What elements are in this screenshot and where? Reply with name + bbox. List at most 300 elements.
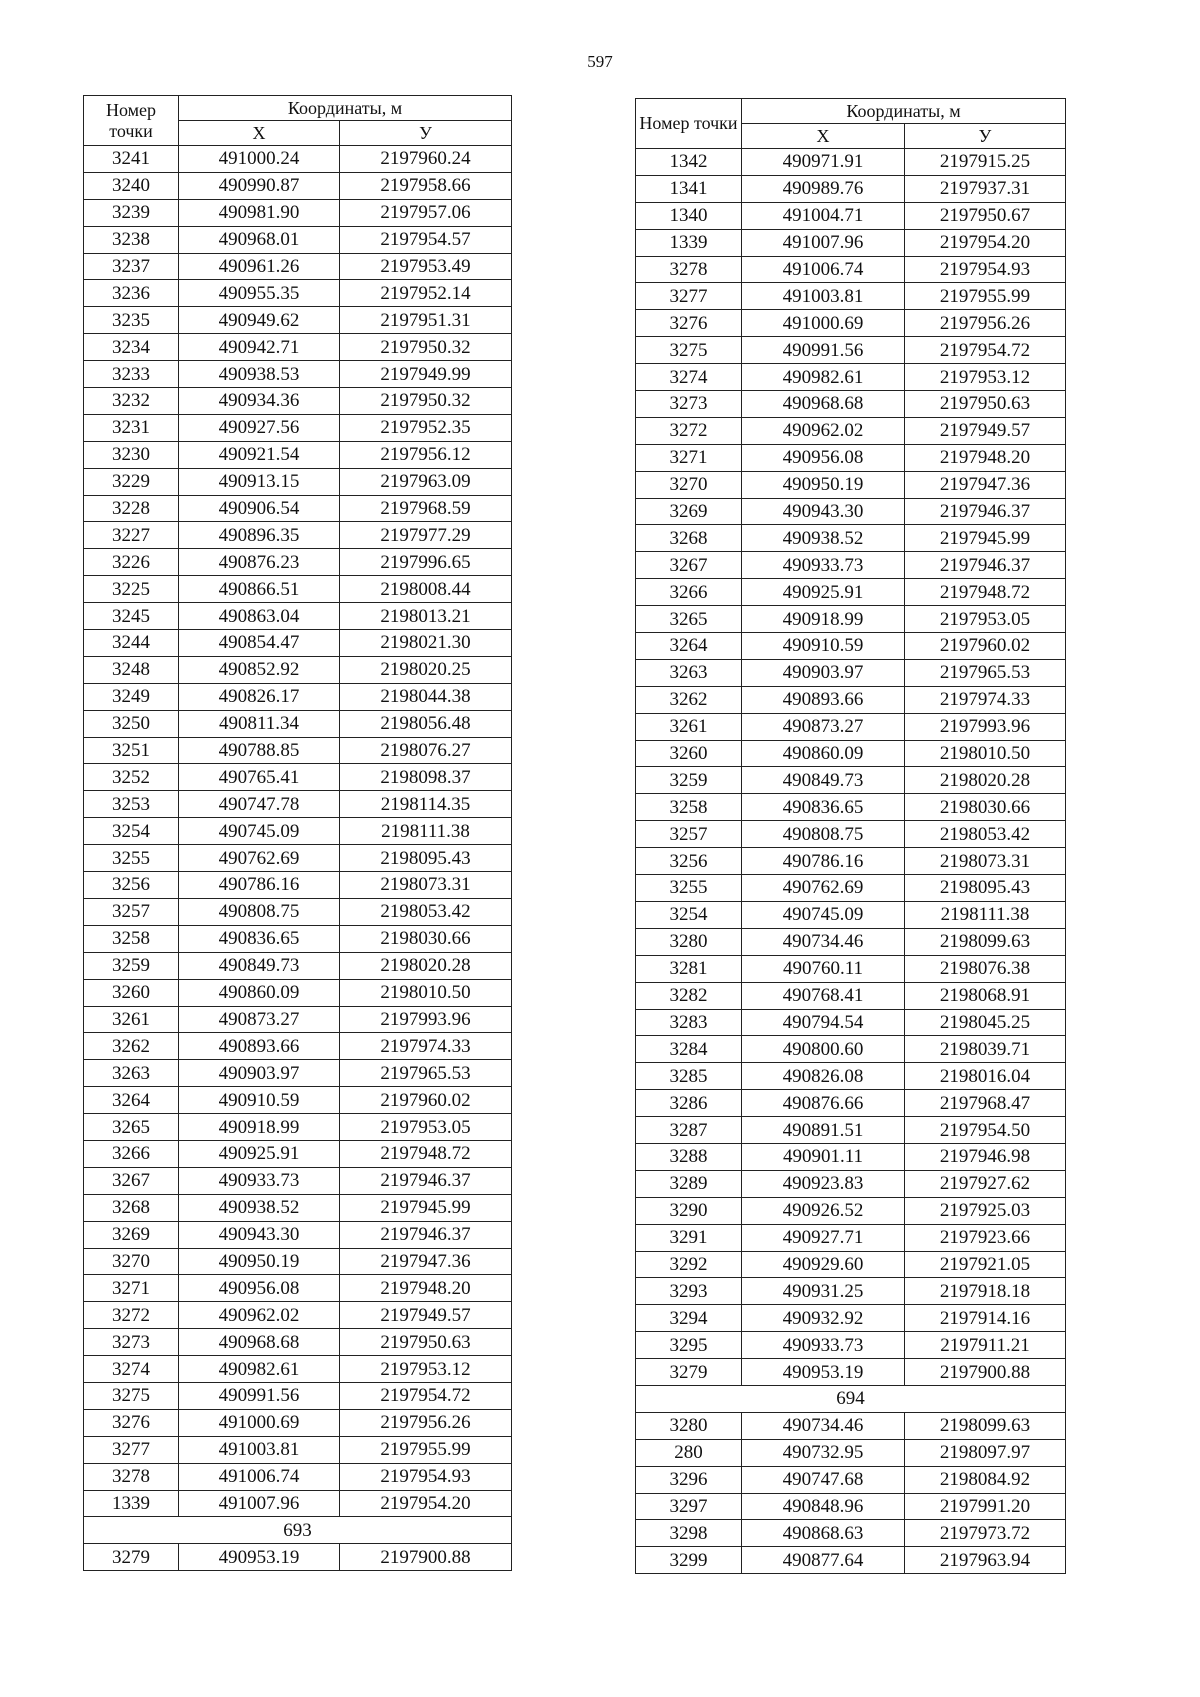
x-coordinate-cell: 490826.08 [742, 1063, 905, 1090]
table-row [636, 337, 1066, 364]
y-coordinate-cell: 2197993.96 [340, 1006, 512, 1033]
table-row [636, 175, 1066, 202]
x-coordinate-cell: 490956.08 [179, 1275, 340, 1302]
table-row [84, 630, 512, 657]
x-coordinate-cell: 490863.04 [179, 603, 340, 630]
y-coordinate-cell: 2198008.44 [340, 576, 512, 603]
x-coordinate-cell: 490929.60 [742, 1251, 905, 1278]
table-row [636, 606, 1066, 633]
table-row [84, 1221, 512, 1248]
x-coordinate-cell: 490836.65 [179, 925, 340, 952]
x-coordinate-cell: 490873.27 [179, 1006, 340, 1033]
table-row [636, 1332, 1066, 1359]
table-row [636, 1412, 1066, 1439]
table-row [84, 818, 512, 845]
table-row [636, 1359, 1066, 1386]
point-number-cell: 3265 [636, 606, 742, 633]
page-number: 597 [587, 52, 613, 71]
x-coordinate-cell: 491000.69 [742, 310, 905, 337]
point-number-cell: 3299 [636, 1547, 742, 1574]
y-header: У [340, 121, 512, 146]
x-coordinate-cell: 490826.17 [179, 683, 340, 710]
y-coordinate-cell: 2197918.18 [905, 1278, 1066, 1305]
x-coordinate-cell: 490961.26 [179, 253, 340, 280]
x-coordinate-cell: 490860.09 [179, 979, 340, 1006]
section-label: 694 [636, 1385, 1066, 1412]
point-number-cell: 3296 [636, 1466, 742, 1493]
point-number-cell: 3250 [84, 710, 179, 737]
point-number-cell: 3288 [636, 1143, 742, 1170]
x-coordinate-cell: 490896.35 [179, 522, 340, 549]
point-number-cell: 280 [636, 1439, 742, 1466]
x-coordinate-cell: 490931.25 [742, 1278, 905, 1305]
x-coordinate-cell: 490849.73 [179, 952, 340, 979]
point-number-cell: 3271 [636, 444, 742, 471]
y-coordinate-cell: 2197915.25 [905, 149, 1066, 176]
point-number-cell: 3284 [636, 1036, 742, 1063]
x-coordinate-cell: 490981.90 [179, 199, 340, 226]
section-label: 693 [84, 1517, 512, 1544]
y-coordinate-cell: 2197960.02 [905, 633, 1066, 660]
x-coordinate-cell: 490860.09 [742, 740, 905, 767]
table-row [84, 656, 512, 683]
point-number-cell: 3289 [636, 1170, 742, 1197]
point-number-cell: 3272 [84, 1302, 179, 1329]
y-coordinate-cell: 2197927.62 [905, 1170, 1066, 1197]
table-row [636, 713, 1066, 740]
x-coordinate-cell: 490747.68 [742, 1466, 905, 1493]
x-coordinate-cell: 490808.75 [179, 898, 340, 925]
point-number-cell: 3280 [636, 928, 742, 955]
table-row [84, 979, 512, 1006]
x-coordinate-cell: 490933.73 [179, 1167, 340, 1194]
table-row [636, 1305, 1066, 1332]
x-coordinate-cell: 490926.52 [742, 1197, 905, 1224]
table-row [84, 549, 512, 576]
x-coordinate-cell: 490868.63 [742, 1520, 905, 1547]
x-coordinate-cell: 490903.97 [742, 659, 905, 686]
y-coordinate-cell: 2197925.03 [905, 1197, 1066, 1224]
x-coordinate-cell: 490745.09 [742, 901, 905, 928]
point-number-cell: 3275 [84, 1382, 179, 1409]
point-number-cell: 3285 [636, 1063, 742, 1090]
y-coordinate-cell: 2197956.12 [340, 441, 512, 468]
point-number-cell: 3277 [84, 1436, 179, 1463]
table-row [84, 1436, 512, 1463]
x-coordinate-cell: 490949.62 [179, 307, 340, 334]
y-coordinate-cell: 2197965.53 [905, 659, 1066, 686]
y-coordinate-cell: 2198098.37 [340, 764, 512, 791]
y-coordinate-cell: 2198013.21 [340, 603, 512, 630]
y-coordinate-cell: 2197952.14 [340, 280, 512, 307]
y-coordinate-cell: 2197960.02 [340, 1087, 512, 1114]
table-row [84, 1167, 512, 1194]
table-row [84, 603, 512, 630]
point-number-cell: 3269 [84, 1221, 179, 1248]
y-coordinate-cell: 2197900.88 [905, 1359, 1066, 1386]
x-coordinate-cell: 490876.66 [742, 1090, 905, 1117]
x-coordinate-cell: 491007.96 [179, 1490, 340, 1517]
point-number-cell: 3225 [84, 576, 179, 603]
x-coordinate-cell: 490808.75 [742, 821, 905, 848]
y-coordinate-cell: 2197949.57 [905, 417, 1066, 444]
table-row [84, 172, 512, 199]
x-coordinate-cell: 490901.11 [742, 1143, 905, 1170]
y-coordinate-cell: 2197956.26 [340, 1409, 512, 1436]
point-number-cell: 3261 [636, 713, 742, 740]
point-number-cell: 3291 [636, 1224, 742, 1251]
table-row [84, 1382, 512, 1409]
y-coordinate-cell: 2197949.57 [340, 1302, 512, 1329]
y-coordinate-cell: 2198073.31 [340, 872, 512, 899]
x-coordinate-cell: 490933.73 [742, 552, 905, 579]
table-row [84, 1356, 512, 1383]
y-coordinate-cell: 2197923.66 [905, 1224, 1066, 1251]
y-coordinate-cell: 2198095.43 [905, 875, 1066, 902]
x-coordinate-cell: 490762.69 [742, 875, 905, 902]
point-number-cell: 3228 [84, 495, 179, 522]
x-coordinate-cell: 490893.66 [179, 1033, 340, 1060]
point-number-cell: 3282 [636, 982, 742, 1009]
y-coordinate-cell: 2198020.28 [340, 952, 512, 979]
table-row [84, 307, 512, 334]
x-coordinate-cell: 490903.97 [179, 1060, 340, 1087]
point-number-cell: 3245 [84, 603, 179, 630]
table-row [84, 388, 512, 415]
table-row [636, 579, 1066, 606]
x-coordinate-cell: 490788.85 [179, 737, 340, 764]
coordinates-header: Координаты, м [179, 96, 512, 121]
x-coordinate-cell: 490876.23 [179, 549, 340, 576]
x-coordinate-cell: 490925.91 [742, 579, 905, 606]
table-row [84, 576, 512, 603]
table-row [636, 364, 1066, 391]
table-row [636, 444, 1066, 471]
x-coordinate-cell: 490925.91 [179, 1140, 340, 1167]
table-row [636, 391, 1066, 418]
x-coordinate-cell: 490800.60 [742, 1036, 905, 1063]
point-number-cell: 3237 [84, 253, 179, 280]
y-coordinate-cell: 2197960.24 [340, 146, 512, 173]
y-coordinate-cell: 2198044.38 [340, 683, 512, 710]
x-coordinate-cell: 490953.19 [179, 1544, 340, 1571]
table-row [84, 952, 512, 979]
x-coordinate-cell: 490745.09 [179, 818, 340, 845]
table-row [636, 955, 1066, 982]
table-row [84, 361, 512, 388]
y-coordinate-cell: 2198021.30 [340, 630, 512, 657]
y-coordinate-cell: 2198095.43 [340, 845, 512, 872]
y-coordinate-cell: 2197968.59 [340, 495, 512, 522]
table-row [636, 525, 1066, 552]
point-number-cell: 3290 [636, 1197, 742, 1224]
point-number-cell: 3292 [636, 1251, 742, 1278]
table-row [636, 1036, 1066, 1063]
point-number-cell: 3257 [84, 898, 179, 925]
point-number-cell: 3255 [84, 845, 179, 872]
table-row [636, 552, 1066, 579]
y-coordinate-cell: 2197948.72 [905, 579, 1066, 606]
y-coordinate-cell: 2198020.25 [340, 656, 512, 683]
x-coordinate-cell: 490971.91 [742, 149, 905, 176]
point-number-cell: 3260 [84, 979, 179, 1006]
x-coordinate-cell: 490854.47 [179, 630, 340, 657]
table-row [636, 256, 1066, 283]
x-coordinate-cell: 490950.19 [742, 471, 905, 498]
point-number-cell: 3263 [636, 659, 742, 686]
y-coordinate-cell: 2197945.99 [905, 525, 1066, 552]
table-row [636, 1493, 1066, 1520]
x-coordinate-cell: 490942.71 [179, 334, 340, 361]
y-coordinate-cell: 2197955.99 [340, 1436, 512, 1463]
x-coordinate-cell: 490786.16 [742, 848, 905, 875]
table-row [84, 1409, 512, 1436]
x-coordinate-cell: 491007.96 [742, 229, 905, 256]
y-coordinate-cell: 2197954.57 [340, 226, 512, 253]
x-coordinate-cell: 490765.41 [179, 764, 340, 791]
x-coordinate-cell: 490950.19 [179, 1248, 340, 1275]
point-number-cell: 3254 [84, 818, 179, 845]
point-number-cell: 3258 [636, 794, 742, 821]
table-row [636, 471, 1066, 498]
y-coordinate-cell: 2198076.27 [340, 737, 512, 764]
y-coordinate-cell: 2197945.99 [340, 1194, 512, 1221]
table-row [84, 683, 512, 710]
point-number-cell: 3253 [84, 791, 179, 818]
x-coordinate-cell: 490982.61 [742, 364, 905, 391]
x-coordinate-cell: 490962.02 [742, 417, 905, 444]
y-coordinate-cell: 2198056.48 [340, 710, 512, 737]
point-number-cell: 3235 [84, 307, 179, 334]
x-coordinate-cell: 490852.92 [179, 656, 340, 683]
y-coordinate-cell: 2197950.32 [340, 334, 512, 361]
table-row [636, 928, 1066, 955]
y-coordinate-cell: 2198099.63 [905, 928, 1066, 955]
x-coordinate-cell: 490877.64 [742, 1547, 905, 1574]
table-row [84, 468, 512, 495]
point-number-cell: 1342 [636, 149, 742, 176]
table-row [84, 1194, 512, 1221]
y-coordinate-cell: 2197963.09 [340, 468, 512, 495]
point-number-cell: 3264 [636, 633, 742, 660]
table-row [636, 1251, 1066, 1278]
table-row [636, 1143, 1066, 1170]
y-coordinate-cell: 2197946.37 [905, 498, 1066, 525]
table-row [84, 1463, 512, 1490]
y-coordinate-cell: 2197953.49 [340, 253, 512, 280]
table-row [636, 1117, 1066, 1144]
point-number-cell: 3283 [636, 1009, 742, 1036]
table-row [636, 633, 1066, 660]
table-row [636, 1224, 1066, 1251]
point-number-cell: 3229 [84, 468, 179, 495]
x-header: X [179, 121, 340, 146]
y-coordinate-cell: 2198114.35 [340, 791, 512, 818]
table-row [84, 495, 512, 522]
point-number-cell: 3278 [84, 1463, 179, 1490]
table-row [636, 767, 1066, 794]
x-coordinate-cell: 490734.46 [742, 1412, 905, 1439]
x-coordinate-cell: 490866.51 [179, 576, 340, 603]
y-coordinate-cell: 2197948.72 [340, 1140, 512, 1167]
point-number-cell: 3234 [84, 334, 179, 361]
point-number-cell: 3272 [636, 417, 742, 444]
x-coordinate-cell: 490968.68 [742, 391, 905, 418]
coordinates-table-right [635, 98, 1066, 1574]
table-row [636, 1520, 1066, 1547]
y-coordinate-cell: 2197950.63 [340, 1329, 512, 1356]
y-coordinate-cell: 2198111.38 [340, 818, 512, 845]
table-row [84, 764, 512, 791]
x-coordinate-cell: 491006.74 [179, 1463, 340, 1490]
y-coordinate-cell: 2197991.20 [905, 1493, 1066, 1520]
x-coordinate-cell: 490786.16 [179, 872, 340, 899]
x-coordinate-cell: 491000.24 [179, 146, 340, 173]
point-number-cell: 3238 [84, 226, 179, 253]
x-header: X [742, 124, 905, 149]
y-coordinate-cell: 2198097.97 [905, 1439, 1066, 1466]
table-row [84, 1490, 512, 1517]
x-coordinate-cell: 490849.73 [742, 767, 905, 794]
table-row [636, 283, 1066, 310]
x-coordinate-cell: 490953.19 [742, 1359, 905, 1386]
table-row [84, 737, 512, 764]
table-row [84, 1033, 512, 1060]
point-number-cell: 3269 [636, 498, 742, 525]
y-coordinate-cell: 2197965.53 [340, 1060, 512, 1087]
x-coordinate-cell: 490906.54 [179, 495, 340, 522]
point-number-cell: 3271 [84, 1275, 179, 1302]
table-row [84, 226, 512, 253]
table-row [636, 686, 1066, 713]
table-row [636, 848, 1066, 875]
point-number-cell: 3281 [636, 955, 742, 982]
point-number-cell: 3262 [636, 686, 742, 713]
x-coordinate-cell: 490811.34 [179, 710, 340, 737]
point-number-cell: 3249 [84, 683, 179, 710]
x-coordinate-cell: 490927.71 [742, 1224, 905, 1251]
table-row [636, 202, 1066, 229]
point-number-cell: 3248 [84, 656, 179, 683]
x-coordinate-cell: 491000.69 [179, 1409, 340, 1436]
y-coordinate-cell: 2197957.06 [340, 199, 512, 226]
y-coordinate-cell: 2197946.37 [905, 552, 1066, 579]
table-row [636, 740, 1066, 767]
table-row [636, 1197, 1066, 1224]
point-number-cell: 3267 [84, 1167, 179, 1194]
section-row [84, 1517, 512, 1544]
point-number-cell: 3255 [636, 875, 742, 902]
x-coordinate-cell: 490938.53 [179, 361, 340, 388]
point-number-cell: 3274 [636, 364, 742, 391]
point-number-cell: 3287 [636, 1117, 742, 1144]
y-coordinate-cell: 2197937.31 [905, 175, 1066, 202]
x-coordinate-cell: 490962.02 [179, 1302, 340, 1329]
x-coordinate-cell: 490956.08 [742, 444, 905, 471]
point-number-cell: 3258 [84, 925, 179, 952]
point-number-cell: 3256 [636, 848, 742, 875]
y-coordinate-cell: 2198030.66 [905, 794, 1066, 821]
table-row [84, 1248, 512, 1275]
x-coordinate-cell: 490943.30 [179, 1221, 340, 1248]
y-coordinate-cell: 2197921.05 [905, 1251, 1066, 1278]
point-number-cell: 3270 [636, 471, 742, 498]
y-coordinate-cell: 2197948.20 [905, 444, 1066, 471]
x-coordinate-cell: 490991.56 [179, 1382, 340, 1409]
y-coordinate-cell: 2197948.20 [340, 1275, 512, 1302]
y-coordinate-cell: 2198076.38 [905, 955, 1066, 982]
table-row [636, 1090, 1066, 1117]
x-coordinate-cell: 490991.56 [742, 337, 905, 364]
table-row [636, 310, 1066, 337]
table-row [636, 1063, 1066, 1090]
x-coordinate-cell: 490918.99 [179, 1114, 340, 1141]
y-coordinate-cell: 2198111.38 [905, 901, 1066, 928]
x-coordinate-cell: 490982.61 [179, 1356, 340, 1383]
x-coordinate-cell: 490933.73 [742, 1332, 905, 1359]
point-number-cell: 3259 [84, 952, 179, 979]
x-coordinate-cell: 490921.54 [179, 441, 340, 468]
point-number-cell: 3239 [84, 199, 179, 226]
table-row [636, 229, 1066, 256]
y-coordinate-cell: 2198099.63 [905, 1412, 1066, 1439]
x-coordinate-cell: 490848.96 [742, 1493, 905, 1520]
point-number-cell: 1340 [636, 202, 742, 229]
table-row [636, 1170, 1066, 1197]
point-number-cell: 3252 [84, 764, 179, 791]
x-coordinate-cell: 490910.59 [179, 1087, 340, 1114]
y-coordinate-cell: 2197974.33 [340, 1033, 512, 1060]
y-coordinate-cell: 2197993.96 [905, 713, 1066, 740]
point-number-cell: 3251 [84, 737, 179, 764]
y-coordinate-cell: 2198068.91 [905, 982, 1066, 1009]
point-number-cell: 1341 [636, 175, 742, 202]
x-coordinate-cell: 490989.76 [742, 175, 905, 202]
point-number-cell: 3266 [84, 1140, 179, 1167]
point-number-cell: 3256 [84, 872, 179, 899]
y-coordinate-cell: 2198020.28 [905, 767, 1066, 794]
point-number-cell: 3262 [84, 1033, 179, 1060]
y-coordinate-cell: 2197956.26 [905, 310, 1066, 337]
table-row [84, 791, 512, 818]
x-coordinate-cell: 490794.54 [742, 1009, 905, 1036]
point-number-cell: 3241 [84, 146, 179, 173]
y-coordinate-cell: 2197954.72 [905, 337, 1066, 364]
table-row [636, 1439, 1066, 1466]
table-row [636, 498, 1066, 525]
y-coordinate-cell: 2197911.21 [905, 1332, 1066, 1359]
y-coordinate-cell: 2198053.42 [905, 821, 1066, 848]
point-number-cell: 3273 [636, 391, 742, 418]
table-row [84, 414, 512, 441]
y-coordinate-cell: 2197977.29 [340, 522, 512, 549]
table-row [636, 149, 1066, 176]
x-coordinate-cell: 490932.92 [742, 1305, 905, 1332]
point-number-cell: 3268 [636, 525, 742, 552]
table-row [84, 1329, 512, 1356]
x-coordinate-cell: 490943.30 [742, 498, 905, 525]
table-row [636, 875, 1066, 902]
x-coordinate-cell: 491003.81 [742, 283, 905, 310]
point-number-cell: 3261 [84, 1006, 179, 1033]
point-number-cell: 1339 [636, 229, 742, 256]
table-row [84, 199, 512, 226]
y-coordinate-cell: 2198039.71 [905, 1036, 1066, 1063]
x-coordinate-cell: 490913.15 [179, 468, 340, 495]
y-coordinate-cell: 2197950.32 [340, 388, 512, 415]
x-coordinate-cell: 490918.99 [742, 606, 905, 633]
point-number-cell: 3231 [84, 414, 179, 441]
